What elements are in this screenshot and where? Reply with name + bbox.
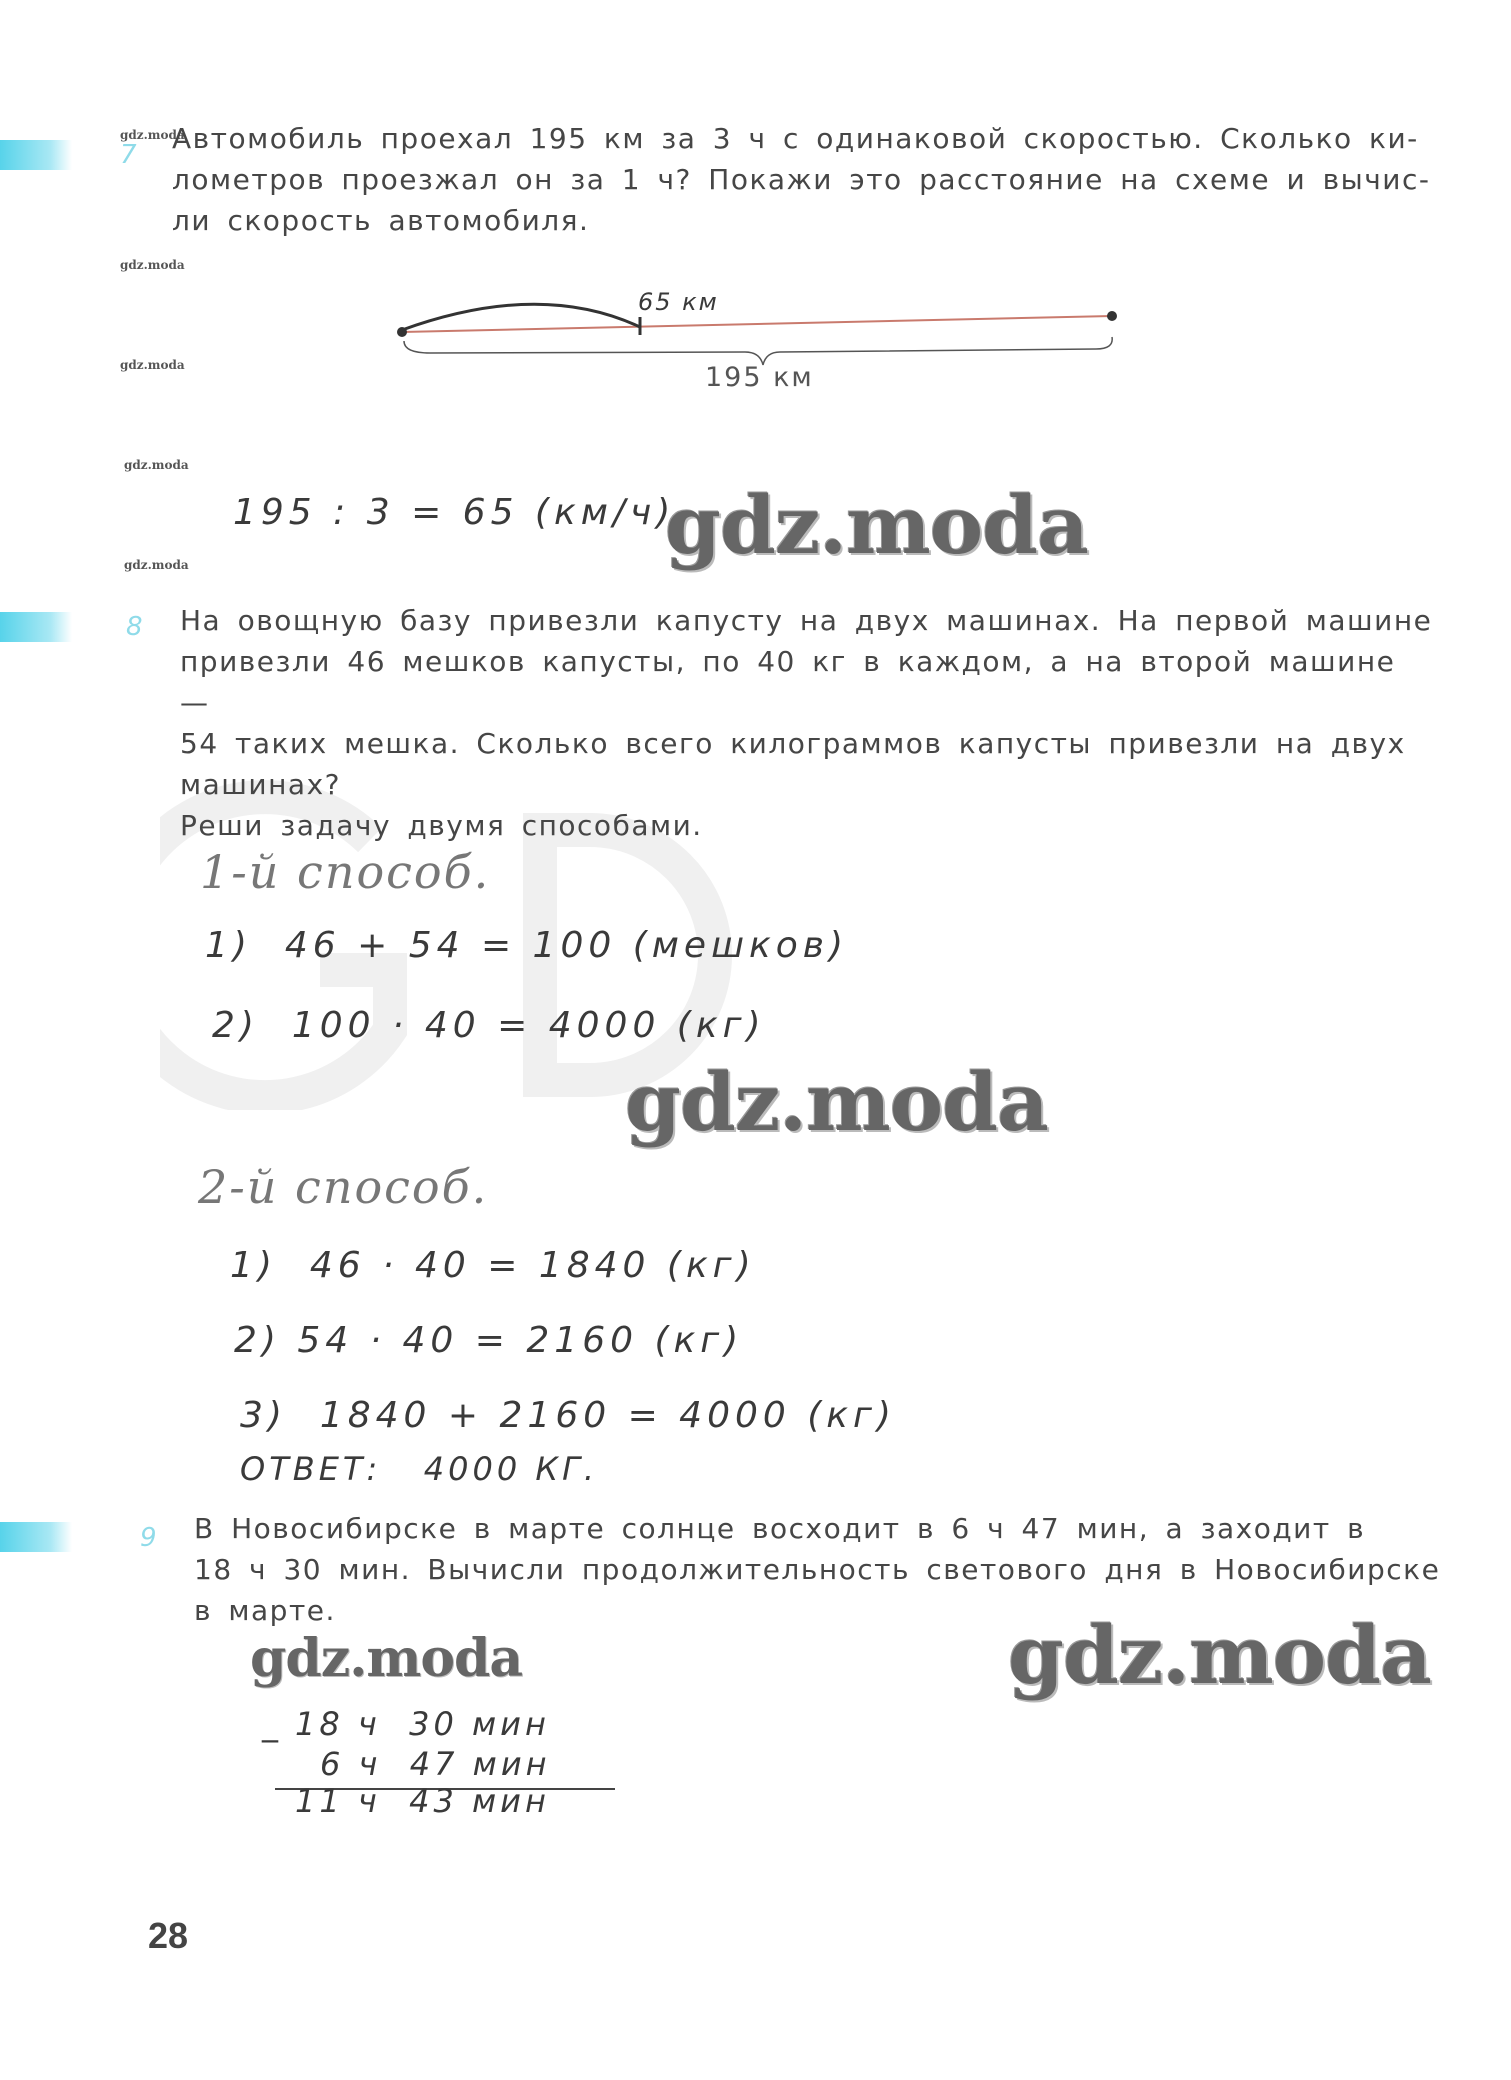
watermark-big: gdz.moda	[665, 478, 1088, 572]
calc-result: 11 ч 43 мин	[295, 1782, 550, 1820]
watermark-big: gdz.moda	[250, 1628, 523, 1689]
watermark-small: gdz.moda	[120, 358, 185, 372]
watermark-small: gdz.moda	[120, 128, 185, 142]
page-number: 28	[148, 1915, 189, 1956]
task-number: 8	[126, 612, 143, 642]
method2-title: 2-й способ.	[198, 1160, 489, 1214]
watermark-big: gdz.moda	[625, 1055, 1048, 1149]
segment-label: 65 км	[638, 288, 719, 316]
task-statement: В Новосибирске в марте солнце восходит в 6 ч 47 мин, а заходит в 18 ч 30 мин. Вычисли продолжительность светового дня в Новосибирске в марте.	[194, 1512, 1441, 1627]
method1-step: 1) 46 + 54 = 100 (мешков)	[205, 925, 849, 966]
task-marker-tab	[0, 140, 72, 170]
solution-line: 195 : 3 = 65 (км/ч)	[233, 492, 676, 533]
task-number: 9	[140, 1523, 157, 1553]
watermark-small: gdz.moda	[124, 458, 189, 472]
method2-step: 1) 46 · 40 = 1840 (кг)	[230, 1245, 756, 1286]
task-marker-tab	[0, 1522, 72, 1552]
task-statement: Автомобиль проехал 195 км за 3 ч с одинаковой скоростью. Сколько ки- лометров проезжал он за 1 ч? Покажи это расстояние на схеме и вычис- ли скорость автомобиля.	[172, 122, 1431, 237]
watermark-small: gdz.moda	[124, 558, 189, 572]
watermark-small: gdz.moda	[120, 258, 185, 272]
total-label: 195 км	[705, 362, 814, 393]
calc-row-1: 18 ч 30 мин	[295, 1705, 550, 1743]
method1-title: 1-й способ.	[200, 845, 491, 899]
calc-row-2: 6 ч 47 мин	[320, 1745, 551, 1783]
answer-line: ОТВЕТ: 4000 КГ.	[240, 1450, 599, 1488]
task-marker-tab	[0, 612, 72, 642]
method2-step: 2) 54 · 40 = 2160 (кг)	[234, 1320, 744, 1361]
method2-step: 3) 1840 + 2160 = 4000 (кг)	[240, 1395, 896, 1436]
subtraction-sign: _	[262, 1705, 282, 1743]
task-statement: На овощную базу привезли капусту на двух машинах. На первой машине привезли 46 мешков капусты, по 40 кг в каждом, а на второй машине — 54 таких мешка. Сколько всего килограммов капусты привезли на двух машинах? Реши задачу двумя способами.	[180, 604, 1433, 842]
watermark-big: gdz.moda	[1008, 1608, 1431, 1702]
method1-step: 2) 100 · 40 = 4000 (кг)	[212, 1005, 766, 1046]
task-number: 7	[120, 140, 137, 170]
